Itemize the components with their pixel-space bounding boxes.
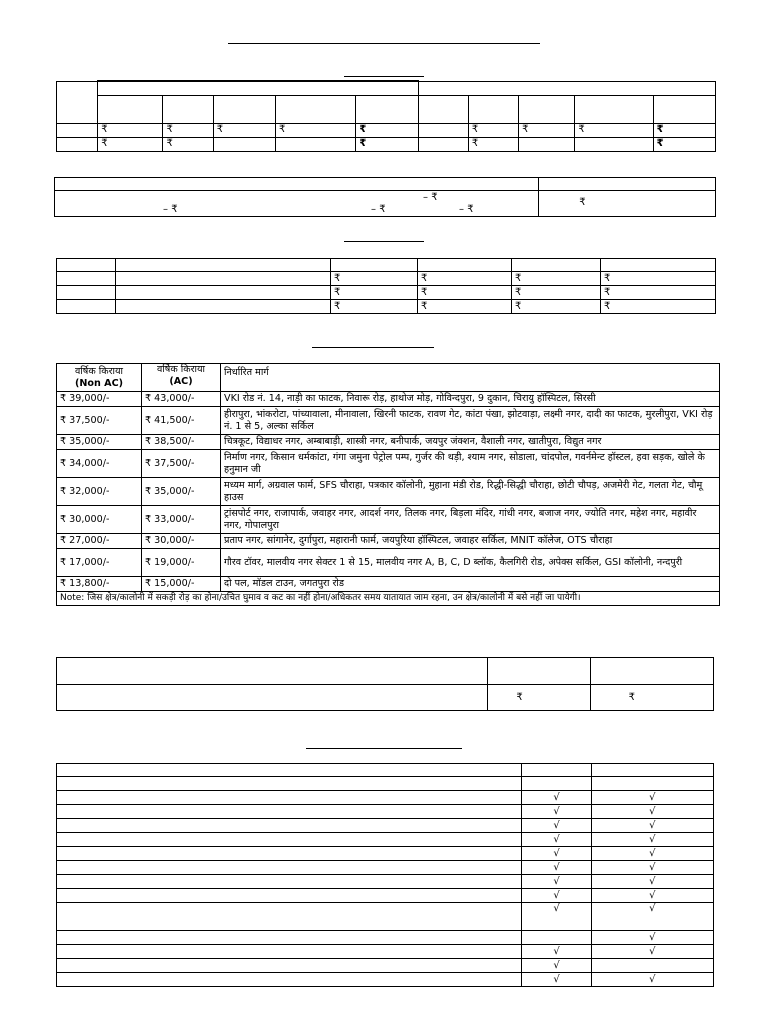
fare-non-ac-7: ₹ 27,000/- bbox=[57, 534, 142, 549]
table2 bbox=[54, 177, 716, 217]
t3-r3-c5: ₹ bbox=[512, 300, 601, 314]
t3-r1-c5: ₹ bbox=[512, 272, 601, 286]
t6-tick-r3-c3: √ bbox=[591, 791, 713, 805]
fare-non-ac-3: ₹ 35,000/- bbox=[57, 435, 142, 450]
fare-ac-7: ₹ 30,000/- bbox=[142, 534, 221, 549]
header-route: निर्धारित मार्ग bbox=[221, 364, 720, 392]
t6-tick-r11-c2: √ bbox=[522, 903, 591, 931]
t6-tick-r15-c3: √ bbox=[591, 973, 713, 987]
t1-r2-c10: ₹ bbox=[653, 137, 715, 151]
title-rule bbox=[228, 43, 540, 44]
t2-dash-rupee-1: – ₹ bbox=[423, 192, 438, 203]
fare-ac-8: ₹ 19,000/- bbox=[142, 549, 221, 577]
t1-r1-c1: ₹ bbox=[98, 123, 163, 137]
t3-r3-c6: ₹ bbox=[601, 300, 716, 314]
t5-rupee-1: ₹ bbox=[488, 685, 590, 711]
fare-ac-3: ₹ 38,500/- bbox=[142, 435, 221, 450]
route-6: ट्रांसपोर्ट नगर, राजापार्क, जवाहर नगर, आदर्श नगर, तिलक नगर, बिड़ला मंदिर, गांधी नगर, बजाज नगर, ज्योति नगर, महेश नगर, महावीर नगर, गोपालपुरा bbox=[221, 506, 720, 534]
fare-table-heading-rule bbox=[312, 347, 434, 348]
t6-tick-r13-c3: √ bbox=[591, 945, 713, 959]
route-9: दो पल, मॉडल टाउन, जगतपुरा रोड bbox=[221, 577, 720, 592]
t3-r3-c3: ₹ bbox=[331, 300, 418, 314]
t3-r2-c3: ₹ bbox=[331, 286, 418, 300]
table1-heading-rule bbox=[344, 76, 424, 77]
t1-r2-c5: ₹ bbox=[356, 137, 418, 151]
t1-r1-c10: ₹ bbox=[653, 123, 715, 137]
t6-tick-r7-c3: √ bbox=[591, 847, 713, 861]
fare-non-ac-2: ₹ 37,500/- bbox=[57, 407, 142, 435]
t6-tick-r13-c2: √ bbox=[522, 945, 591, 959]
t1-r1-c8: ₹ bbox=[519, 123, 575, 137]
t6-tick-r6-c2: √ bbox=[522, 833, 591, 847]
t2-dash-rupee-4: – ₹ bbox=[459, 204, 474, 215]
t6-tick-r9-c2: √ bbox=[522, 875, 591, 889]
fare-ac-9: ₹ 15,000/- bbox=[142, 577, 221, 592]
fare-ac-6: ₹ 33,000/- bbox=[142, 506, 221, 534]
route-1: VKI रोड नं. 14, नाड़ी का फाटक, निवारू रोड़, हाथोज मोड़, गोविन्दपुरा, 9 दुकान, चिरायु हॉस्पिटल, सिरसी bbox=[221, 392, 720, 407]
route-7: प्रताप नगर, सांगानेर, दुर्गापुरा, महारानी फार्म, जयपुरिया हॉस्पिटल, जवाहर सर्किल, MNIT कॉलेज, OTS चौराहा bbox=[221, 534, 720, 549]
t6-tick-r10-c2: √ bbox=[522, 889, 591, 903]
t2-dash-rupee-3: – ₹ bbox=[371, 204, 386, 215]
route-8: गौरव टॉवर, मालवीय नगर सेक्टर 1 से 15, मालवीय नगर A, B, C, D ब्लॉक, कैलगिरी रोड, अपेक्स सर्किल, GSI कॉलोनी, नन्दपुरी bbox=[221, 549, 720, 577]
t1-r2-c7: ₹ bbox=[468, 137, 518, 151]
route-2: हीरापुरा, भांकरोटा, पांच्यावाला, मीनावाला, खिरनी फाटक, रावण गेट, कांटा पंखा, झोटवाड़ा, लक्ष्मी नगर, दादी का फाटक, मुरलीपुरा, VKI रोड़ नं. 1 से 5, अल्का सर्किल bbox=[221, 407, 720, 435]
t6-tick-r7-c2: √ bbox=[522, 847, 591, 861]
table6-heading-rule bbox=[306, 748, 462, 749]
t3-r1-c3: ₹ bbox=[331, 272, 418, 286]
t5-rupee-2: ₹ bbox=[590, 685, 713, 711]
fare-non-ac-1: ₹ 39,000/- bbox=[57, 392, 142, 407]
t6-tick-r11-c3: √ bbox=[591, 903, 713, 931]
t3-r1-c6: ₹ bbox=[601, 272, 716, 286]
fare-ac-1: ₹ 43,000/- bbox=[142, 392, 221, 407]
route-4: निर्माण नगर, किसान धर्मकांटा, गंगा जमुना पेट्रोल पम्प, गुर्जर की थड़ी, श्याम नगर, सोडाला, चांदपोल, गवर्नमेन्ट हॉस्टल, हवा सड़क, खोले के हनुमान जी bbox=[221, 450, 720, 478]
fare-ac-5: ₹ 35,000/- bbox=[142, 478, 221, 506]
t6-tick-r8-c3: √ bbox=[591, 861, 713, 875]
t3-r3-c4: ₹ bbox=[418, 300, 512, 314]
fare-non-ac-4: ₹ 34,000/- bbox=[57, 450, 142, 478]
t1-r1-c7: ₹ bbox=[468, 123, 518, 137]
t6-tick-r15-c2: √ bbox=[522, 973, 591, 987]
fare-non-ac-5: ₹ 32,000/- bbox=[57, 478, 142, 506]
table3-heading-rule bbox=[344, 241, 424, 242]
header-annual-fare-non-ac: वर्षिक किराया (Non AC) bbox=[57, 364, 142, 392]
t1-r1-c4: ₹ bbox=[275, 123, 355, 137]
t1-r2-c1: ₹ bbox=[98, 137, 163, 151]
t3-r2-c4: ₹ bbox=[418, 286, 512, 300]
t1-r1-c5: ₹ bbox=[356, 123, 418, 137]
header-annual-fare-ac: वर्षिक किराया (AC) bbox=[142, 364, 221, 392]
t6-tick-r6-c3: √ bbox=[591, 833, 713, 847]
t6-tick-r4-c2: √ bbox=[522, 805, 591, 819]
t6-tick-r4-c3: √ bbox=[591, 805, 713, 819]
t1-r1-c9: ₹ bbox=[575, 123, 653, 137]
table1 bbox=[56, 80, 716, 152]
t3-r2-c5: ₹ bbox=[512, 286, 601, 300]
table5 bbox=[56, 657, 714, 711]
t1-r1-c2: ₹ bbox=[163, 123, 213, 137]
t1-r1-c3: ₹ bbox=[213, 123, 275, 137]
t6-tick-r9-c3: √ bbox=[591, 875, 713, 889]
t6-tick-r12-c3: √ bbox=[591, 931, 713, 945]
fare-ac-2: ₹ 41,500/- bbox=[142, 407, 221, 435]
t3-r2-c6: ₹ bbox=[601, 286, 716, 300]
fare-route-table bbox=[56, 363, 720, 606]
t6-tick-r8-c2: √ bbox=[522, 861, 591, 875]
t6-tick-r3-c2: √ bbox=[522, 791, 591, 805]
t2-dash-rupee-2: – ₹ bbox=[163, 204, 178, 215]
fare-ac-4: ₹ 37,500/- bbox=[142, 450, 221, 478]
fare-non-ac-8: ₹ 17,000/- bbox=[57, 549, 142, 577]
t6-tick-r5-c2: √ bbox=[522, 819, 591, 833]
fare-non-ac-6: ₹ 30,000/- bbox=[57, 506, 142, 534]
fare-non-ac-9: ₹ 13,800/- bbox=[57, 577, 142, 592]
t3-r1-c4: ₹ bbox=[418, 272, 512, 286]
table3 bbox=[56, 258, 716, 314]
t2-rupee-right: ₹ bbox=[579, 197, 586, 208]
t6-tick-r10-c3: √ bbox=[591, 889, 713, 903]
t1-r2-c2: ₹ bbox=[163, 137, 213, 151]
route-5: मध्यम मार्ग, अग्रवाल फार्म, SFS चौराहा, पत्रकार कॉलोनी, मुहाना मंडी रोड, रिद्धी-सिद्धी चौराहा, छोटी चौपड़, अजमेरी गेट, गलता गेट, चौमू हाउस bbox=[221, 478, 720, 506]
t6-tick-r14-c2: √ bbox=[522, 959, 591, 973]
route-3: चित्रकूट, विद्याधर नगर, अम्बाबाड़ी, शास्त्री नगर, बनीपार्क, जयपुर जंक्शन, वैशाली नगर, खातीपुरा, विद्युत नगर bbox=[221, 435, 720, 450]
fare-table-note: Note: जिस क्षेत्र/कालोनी में सकड़ी रोड़ का होना/उचित घुमाव व कट का नहीं होना/अधिकतर समय यातायात जाम रहना, उन क्षेत्र/कालोनी में बसे नहीं जा पायेगी। bbox=[57, 592, 720, 606]
t6-tick-r5-c3: √ bbox=[591, 819, 713, 833]
table6 bbox=[56, 763, 714, 987]
